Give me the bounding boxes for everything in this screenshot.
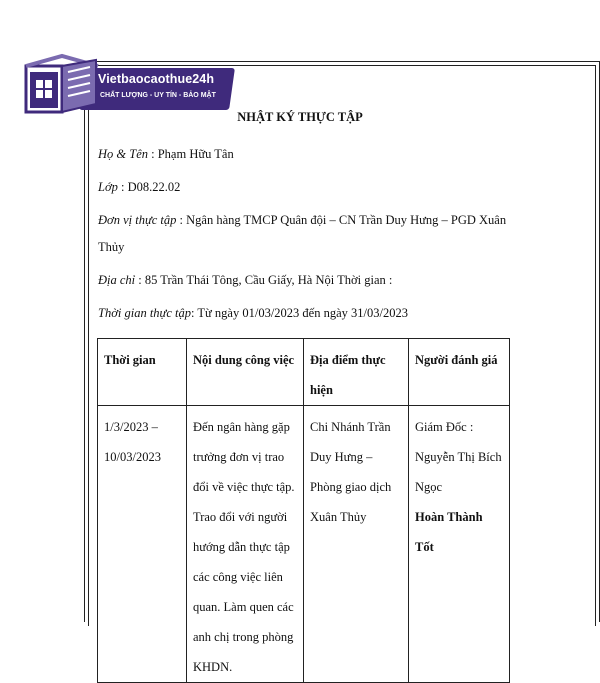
field-value: Thủy — [98, 240, 125, 254]
document-title: NHẬT KÝ THỰC TẬP — [237, 110, 363, 124]
header-evaluator: Người đánh giá — [409, 339, 510, 406]
field-label: Họ & Tên — [98, 147, 148, 161]
logo-tagline: CHẤT LƯỢNG - UY TÍN - BẢO MẬT — [100, 92, 216, 99]
internship-table — [97, 338, 510, 683]
field-label: Thời gian thực tập — [98, 306, 192, 320]
field-label: Địa chỉ — [98, 273, 136, 287]
cell-evaluator — [409, 406, 510, 683]
field-period — [98, 306, 408, 321]
table-row — [98, 406, 510, 683]
header-content: Nội dung công việc — [187, 339, 304, 406]
field-value: : 85 Trần Thái Tông, Cầu Giấy, Hà Nội Thời gian : — [138, 273, 393, 287]
cell-content: Đến ngân hàng gặp trưởng đơn vị trao đổi về việc thực tập. Trao đổi với người hướng dẫn thực tập các công việc liên quan. Làm quen các anh chị trong phòng KHDN. — [187, 406, 304, 683]
field-address — [98, 273, 392, 288]
field-value: : Ngân hàng TMCP Quân đội – CN Trần Duy Hưng – PGD Xuân — [179, 213, 507, 227]
field-label: Lớp — [98, 180, 118, 194]
field-value: : Phạm Hữu Tân — [151, 147, 234, 161]
logo-name: Vietbaocaothue24h — [98, 72, 215, 86]
header-time: Thời gian — [98, 339, 187, 406]
field-label: Đơn vị thực tập — [98, 213, 177, 227]
evaluator-name: Giám Đốc : Nguyễn Thị Bích Ngọc — [415, 420, 502, 494]
field-class — [98, 180, 180, 195]
cell-time: 1/3/2023 – 10/03/2023 — [98, 406, 187, 683]
field-value: : D08.22.02 — [121, 180, 181, 194]
field-value: : Từ ngày 01/03/2023 đến ngày 31/03/2023 — [191, 306, 408, 320]
field-name — [98, 147, 234, 162]
field-unit-cont — [98, 240, 124, 255]
site-logo — [20, 48, 230, 118]
evaluation-result: Hoàn Thành Tốt — [415, 510, 483, 554]
book-house-icon — [24, 52, 100, 118]
field-unit — [98, 213, 506, 228]
header-place: Địa điểm thực hiện — [304, 339, 409, 406]
table-header-row — [98, 339, 510, 406]
cell-place: Chi Nhánh Trần Duy Hưng – Phòng giao dịch Xuân Thủy — [304, 406, 409, 683]
